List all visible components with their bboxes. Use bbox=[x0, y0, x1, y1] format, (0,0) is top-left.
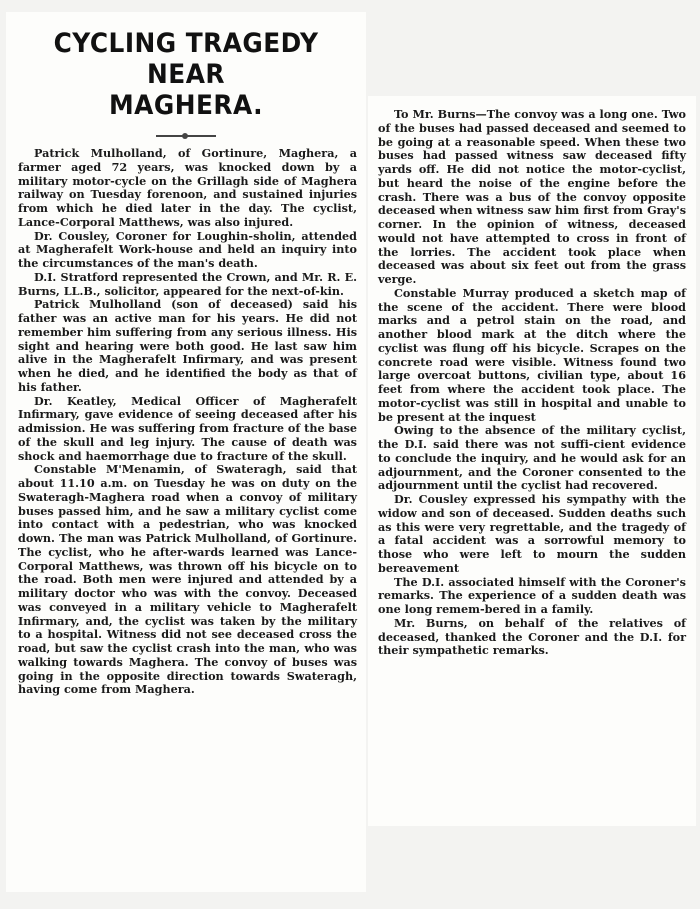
left-column bbox=[6, 147, 366, 697]
right-column bbox=[368, 96, 696, 658]
headline-divider bbox=[156, 135, 216, 137]
paragraph: Dr. Cousley, Coroner for Loughin-sholin, attended at Magherafelt Work-house and held an inquiry into the circumstances of the man's death. bbox=[18, 228, 357, 270]
paragraph: Dr. Cousley expressed his sympathy with the widow and son of deceased. Sudden deaths such as this were very regrettable, and the tragedy of a fatal accident was a sorrowful memory to those who were left to mourn the sudden bereavement bbox=[378, 492, 686, 575]
paragraph: The D.I. associated himself with the Coroner's remarks. The experience of a sudden death was one long remem-bered in a family. bbox=[378, 574, 686, 616]
paragraph: To Mr. Burns—The convoy was a long one. Two of the buses had passed deceased and seemed to be going at a reasonable speed. When these two buses had passed witness saw deceased fifty yards off. He did not notice the motor-cyclist, but heard the noise of the engine before the crash. There was a bus of the convoy opposite deceased when witness saw him first from Gray's corner. In the opinion of witness, deceased would not have attempted to cross in front of the lorries. The accident took place when deceased was about six feet out from the grass verge. bbox=[378, 107, 686, 286]
paragraph: Constable M'Menamin, of Swateragh, said that about 11.10 a.m. on Tuesday he was on duty on the Swateragh-Maghera road when a convoy of military buses passed him, and he saw a military cyclist come into contact with a pedestrian, who was knocked down. The man was Patrick Mulholland, of Gortinure. The cyclist, who he after-wards learned was Lance-Corporal Matthews, was thrown off his bicycle on to the road. Both men were injured and attended by a military doctor who was with the convoy. Deceased was conveyed in a military vehicle to Magherafelt Infirmary, and, the cyclist was taken by the military to a hospital. Witness did not see deceased cross the road, but saw the cyclist crash into the man, who was walking towards Maghera. The convoy of buses was going in the opposite direction towards Swateragh, having come from Maghera. bbox=[18, 462, 357, 697]
paragraph: Owing to the absence of the military cyclist, the D.I. said there was not suffi-cient evidence to conclude the inquiry, and he would ask for an adjournment, and the Coroner consented to the adjournment until the cyclist had recovered. bbox=[378, 423, 686, 493]
headline-line-1: CYCLING TRAGEDY NEAR bbox=[53, 28, 319, 90]
paragraph: Mr. Burns, on behalf of the relatives of deceased, thanked the Coroner and the D.I. for their sympathetic remarks. bbox=[378, 615, 686, 658]
headline bbox=[20, 28, 351, 121]
paragraph: Patrick Mulholland (son of deceased) said his father was an active man for his years. He did not remember him suffering from any serious illness. His sight and hearing were both good. He last saw him alive in the Magherafelt Infirmary, and was present when he died, and he identified the body as that of his father. bbox=[18, 297, 357, 394]
headline-line-2: MAGHERA. bbox=[108, 90, 264, 121]
left-clipping bbox=[6, 12, 366, 892]
paragraph: Patrick Mulholland, of Gortinure, Maghera, a farmer aged 72 years, was knocked down by a military motor-cycle on the Grillagh side of Maghera railway on Tuesday forenoon, and sustained injuries from which he died later in the day. The cyclist, Lance-Corporal Matthews, was also injured. bbox=[18, 146, 357, 229]
paragraph: Constable Murray produced a sketch map of the scene of the accident. There were blood marks and a petrol stain on the road, and another blood mark at the ditch where the cyclist was flung off his bicycle. Scrapes on the concrete road were visible. Witness found two large overcoat buttons, civilian type, about 16 feet from where the accident took place. The motor-cyclist was still in hospital and unable to be present at the inquest bbox=[378, 285, 686, 424]
right-clipping bbox=[368, 96, 696, 826]
paragraph: D.I. Stratford represented the Crown, and Mr. R. E. Burns, LL.B., solicitor, appeared for the next-of-kin. bbox=[18, 269, 357, 298]
paragraph: Dr. Keatley, Medical Officer of Magherafelt Infirmary, gave evidence of seeing deceased after his admission. He was suffering from fracture of the base of the skull and leg injury. The cause of death was shock and haemorrhage due to fracture of the skull. bbox=[18, 393, 357, 463]
